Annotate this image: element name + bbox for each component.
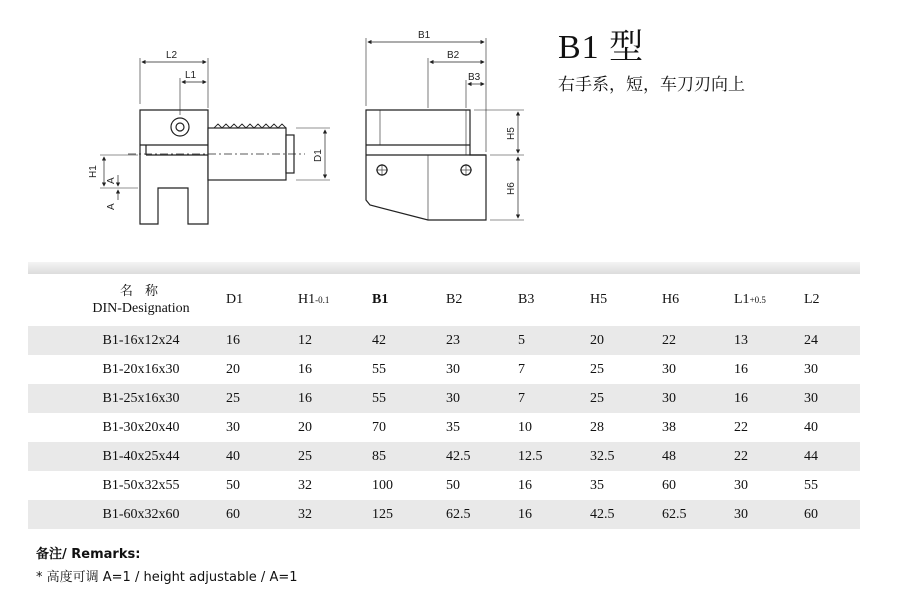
cell: 30 [662,384,734,413]
header-L1: L1+0.5 [734,292,766,307]
cell: 22 [734,442,804,471]
cell: 30 [446,384,518,413]
cell-designation: B1-50x32x55 [28,471,226,500]
remarks [36,543,298,585]
cell: 16 [518,500,590,529]
cell: 7 [518,384,590,413]
cell: 16 [734,384,804,413]
header-D1: D1 [226,292,244,307]
cell: 25 [226,384,298,413]
cell-designation: B1-60x32x60 [28,500,226,529]
cell: 55 [804,471,860,500]
label-A-bottom: A [106,203,117,210]
cell: 32.5 [590,442,662,471]
cell: 62.5 [446,500,518,529]
cell: 32 [298,471,372,500]
subtitle: 右手系，短，车刀刃向上 [558,75,745,95]
cell: 50 [226,471,298,500]
cell: 35 [590,471,662,500]
table-row [28,442,860,471]
cell: 50 [446,471,518,500]
cell: 25 [590,355,662,384]
table-row [28,326,860,355]
cell: 42.5 [446,442,518,471]
header-B2: B2 [446,292,463,307]
cell-designation: B1-40x25x44 [28,442,226,471]
cell: 40 [804,413,860,442]
cell: 38 [662,413,734,442]
label-H6: H6 [506,182,517,195]
label-H1: H1 [88,165,99,178]
top-view-drawing [366,38,524,220]
cell: 16 [226,326,298,355]
table-row [28,471,860,500]
cell-designation: B1-20x16x30 [28,355,226,384]
table-top-band [28,262,860,274]
label-D1: D1 [313,149,324,162]
header-name-en: DIN-Designation [92,301,190,316]
cell: 55 [372,384,446,413]
spec-table-wrap [28,262,860,529]
header-designation [28,274,226,326]
header-name-cn: 名 称 [119,284,163,299]
cell: 20 [298,413,372,442]
cell: 44 [804,442,860,471]
header-B3: B3 [518,292,535,307]
header-H5: H5 [590,292,608,307]
cell: 22 [734,413,804,442]
title-block [558,28,745,95]
table-row [28,413,860,442]
cell: 125 [372,500,446,529]
cell: 23 [446,326,518,355]
table-row [28,500,860,529]
cell: 20 [590,326,662,355]
cell: 60 [662,471,734,500]
table-header-row [28,274,860,326]
cell-designation: B1-25x16x30 [28,384,226,413]
cell-designation: B1-30x20x40 [28,413,226,442]
cell: 24 [804,326,860,355]
remark-line: * 高度可调 A=1 / height adjustable / A=1 [36,570,298,585]
cell: 48 [662,442,734,471]
technical-drawings [0,0,900,260]
cell: 25 [590,384,662,413]
header-B1: B1 [372,292,389,307]
cell: 30 [734,471,804,500]
cell: 42 [372,326,446,355]
table-row [28,355,860,384]
cell: 85 [372,442,446,471]
side-view-drawing [100,58,330,224]
cell: 16 [734,355,804,384]
spec-table [28,274,860,529]
type-title: B1 型 [558,29,645,66]
label-L1: L1 [185,70,197,81]
cell: 30 [804,355,860,384]
label-A-top: A [106,177,117,184]
cell: 25 [298,442,372,471]
cell: 55 [372,355,446,384]
cell: 35 [446,413,518,442]
cell: 20 [226,355,298,384]
header-L2: L2 [804,292,820,307]
cell: 22 [662,326,734,355]
cell: 16 [298,384,372,413]
label-B1: B1 [418,30,431,41]
cell: 62.5 [662,500,734,529]
cell: 30 [446,355,518,384]
cell: 100 [372,471,446,500]
cell: 5 [518,326,590,355]
cell: 16 [298,355,372,384]
label-H5: H5 [506,127,517,140]
cell-designation: B1-16x12x24 [28,326,226,355]
cell: 30 [734,500,804,529]
cell: 40 [226,442,298,471]
cell: 30 [662,355,734,384]
cell: 7 [518,355,590,384]
cell: 32 [298,500,372,529]
header-L1-tol: +0.5 [749,295,766,305]
header-H1: H1-0.1 [298,292,330,307]
cell: 16 [518,471,590,500]
header-H1-tol: -0.1 [315,295,330,305]
cell: 13 [734,326,804,355]
header-H6: H6 [662,292,680,307]
table-row [28,384,860,413]
cell: 12.5 [518,442,590,471]
cell: 12 [298,326,372,355]
label-B2: B2 [447,50,460,61]
cell: 28 [590,413,662,442]
label-L2: L2 [166,50,178,61]
cell: 30 [226,413,298,442]
remarks-title: 备注/ Remarks: [36,547,141,562]
cell: 42.5 [590,500,662,529]
cell: 30 [804,384,860,413]
cell: 60 [226,500,298,529]
cell: 70 [372,413,446,442]
label-B3: B3 [468,72,481,83]
cell: 10 [518,413,590,442]
cell: 60 [804,500,860,529]
